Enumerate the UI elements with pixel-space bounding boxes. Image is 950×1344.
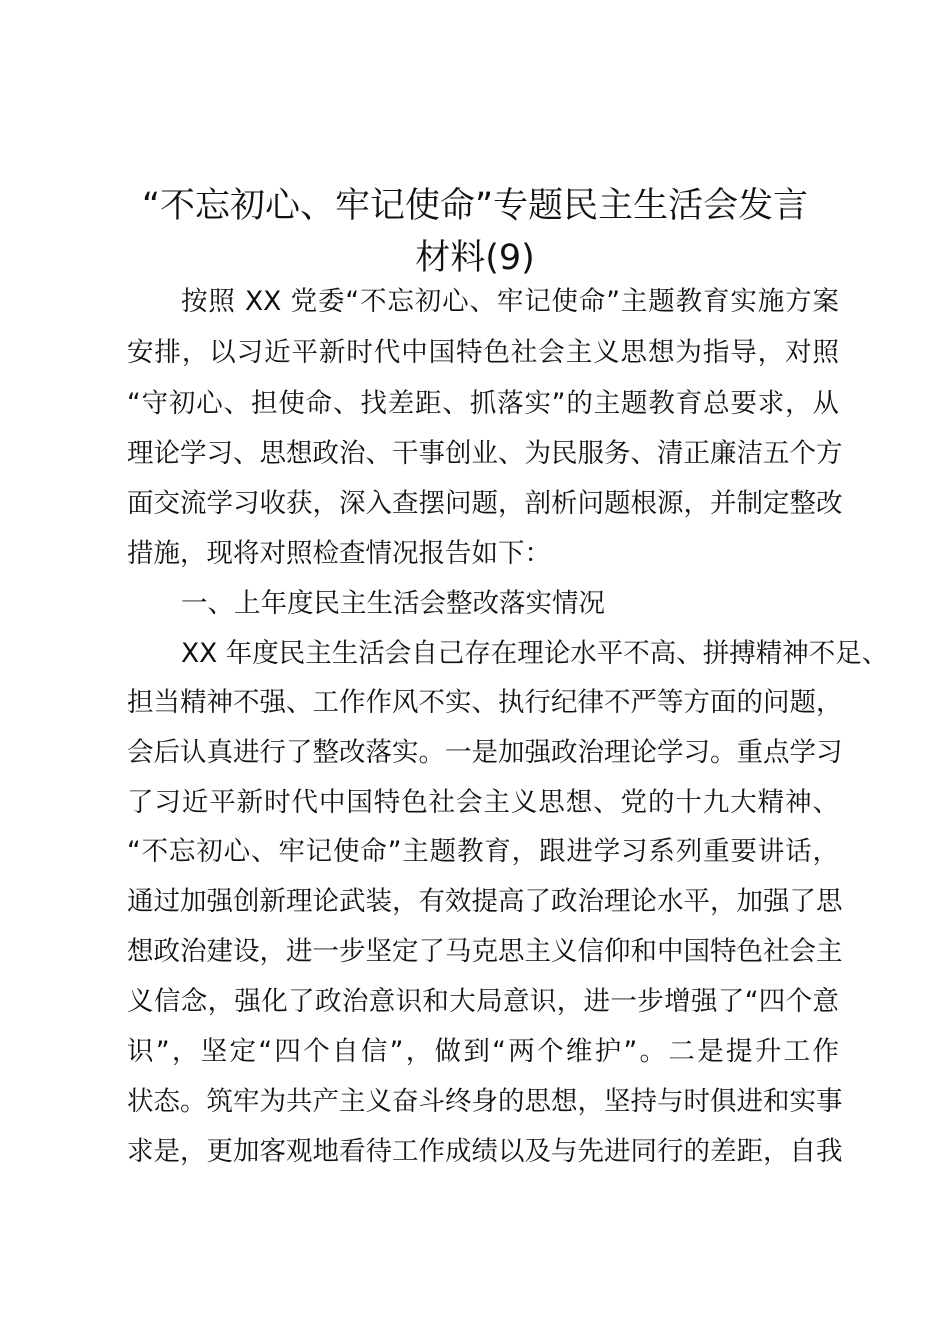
section-heading: 一、上年度民主生活会整改落实情况 — [181, 588, 605, 619]
paragraph-line: 安排，以习近平新时代中国特色社会主义思想为指导，对照 — [127, 337, 839, 368]
paragraph-line: 想政治建设，进一步坚定了马克思主义信仰和中国特色社会主 — [127, 936, 843, 967]
paragraph-line: 措施，现将对照检查情况报告如下： — [127, 538, 551, 569]
document-title-line-1: “不忘初心、牢记使命”专题民主生活会发言 — [141, 186, 809, 226]
paragraph-line: 按照 XX 党委“不忘初心、牢记使命”主题教育实施方案 — [181, 286, 839, 317]
paragraph-line: 通过加强创新理论武装，有效提高了政治理论水平，加强了思 — [127, 886, 843, 917]
paragraph-line: XX 年度民主生活会自己存在理论水平不高、拼搏精神不足、 — [181, 638, 889, 669]
paragraph-line: “不忘初心、牢记使命”主题教育，跟进学习系列重要讲话， — [127, 836, 839, 867]
paragraph-line: “守初心、担使命、找差距、抓落实”的主题教育总要求，从 — [127, 388, 839, 419]
paragraph-line: 理论学习、思想政治、干事创业、为民服务、清正廉洁五个方 — [127, 438, 843, 469]
paragraph-line: 面交流学习收获，深入查摆问题，剖析问题根源，并制定整改 — [127, 488, 843, 519]
document-title-line-2: 材料(9) — [415, 238, 535, 278]
paragraph-line: 求是，更加客观地看待工作成绩以及与先进同行的差距，自我 — [127, 1136, 843, 1167]
paragraph-line: 识”，坚定“四个自信”，做到“两个维护”。二是提升工作 — [127, 1036, 839, 1067]
paragraph-line: 了习近平新时代中国特色社会主义思想、党的十九大精神、 — [127, 787, 839, 818]
paragraph-line: 担当精神不强、工作作风不实、执行纪律不严等方面的问题， — [127, 687, 843, 718]
paragraph-line: 义信念，强化了政治意识和大局意识，进一步增强了“四个意 — [127, 986, 839, 1017]
paragraph-line: 状态。筑牢为共产主义奋斗终身的思想，坚持与时俱进和实事 — [127, 1086, 843, 1117]
paragraph-line: 会后认真进行了整改落实。一是加强政治理论学习。重点学习 — [127, 737, 843, 768]
